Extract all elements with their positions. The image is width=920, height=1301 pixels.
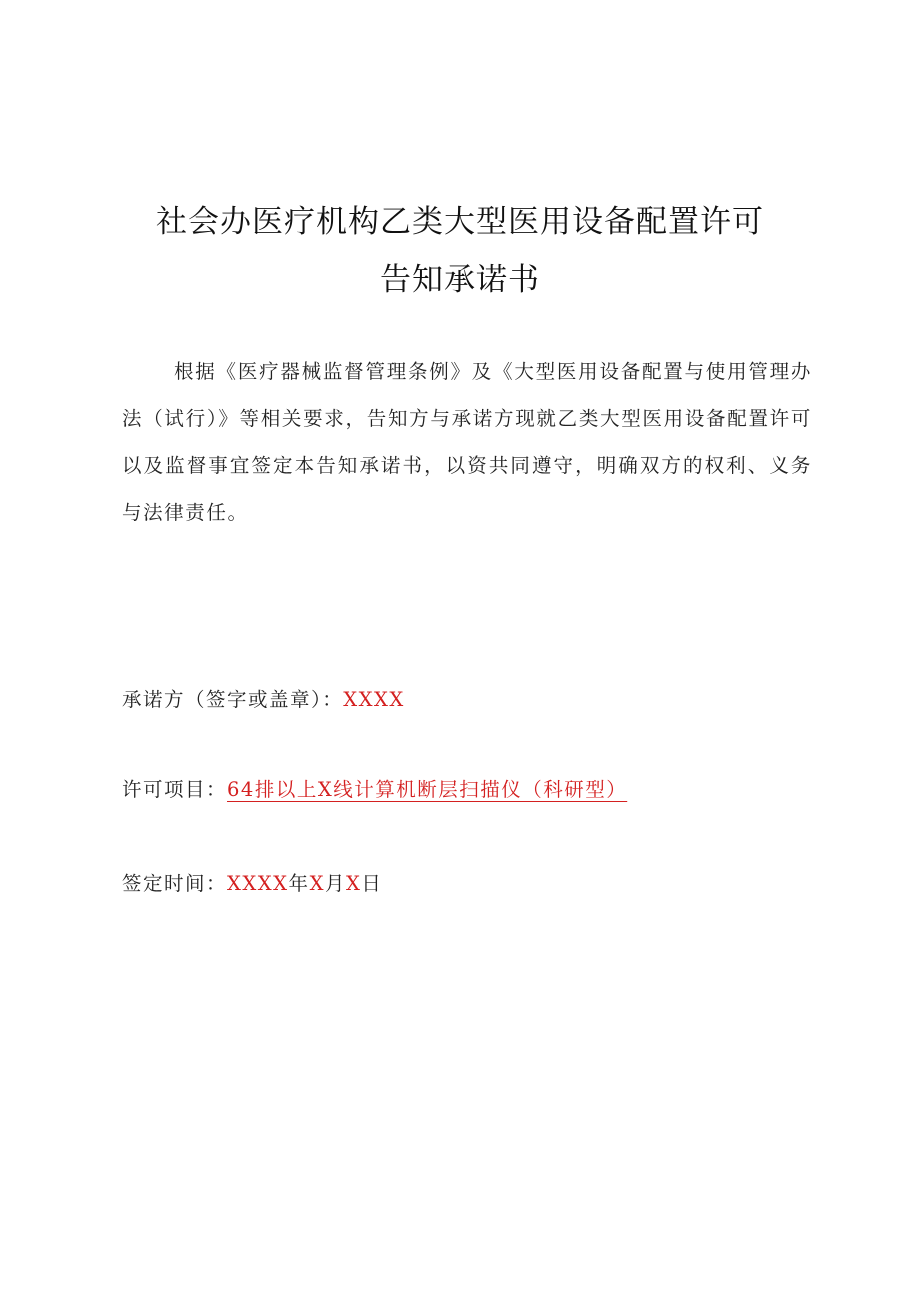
date-field xyxy=(122,868,382,896)
date-month-unit: 月 xyxy=(324,872,346,895)
project-value: 64排以上X线计算机断层扫描仪（科研型） xyxy=(227,778,628,801)
document-title: 社会办医疗机构乙类大型医用设备配置许可 xyxy=(156,204,764,240)
promisor-label: 承诺方（签字或盖章）： xyxy=(122,688,344,711)
project-label: 许可项目： xyxy=(122,778,228,801)
date-label: 签定时间： xyxy=(122,872,228,895)
project-field xyxy=(122,774,627,802)
date-day-unit: 日 xyxy=(361,872,383,895)
date-month-value: X xyxy=(309,872,325,895)
document-subtitle: 告知承诺书 xyxy=(380,262,540,298)
date-day-value: X xyxy=(345,872,362,895)
promisor-field xyxy=(122,684,405,712)
promisor-value: XXXX xyxy=(343,688,405,711)
body-paragraph: 根据《医疗器械监督管理条例》及《大型医用设备配置与使用管理办法（试行）》等相关要求，告知方与承诺方现就乙类大型医用设备配置许可以及监督事宜签定本告知承诺书，以资共同遵守，明确双方的权利、义务与法律责任。 xyxy=(122,360,812,524)
date-year-unit: 年 xyxy=(288,872,310,895)
date-year-value: XXXX xyxy=(227,872,289,895)
